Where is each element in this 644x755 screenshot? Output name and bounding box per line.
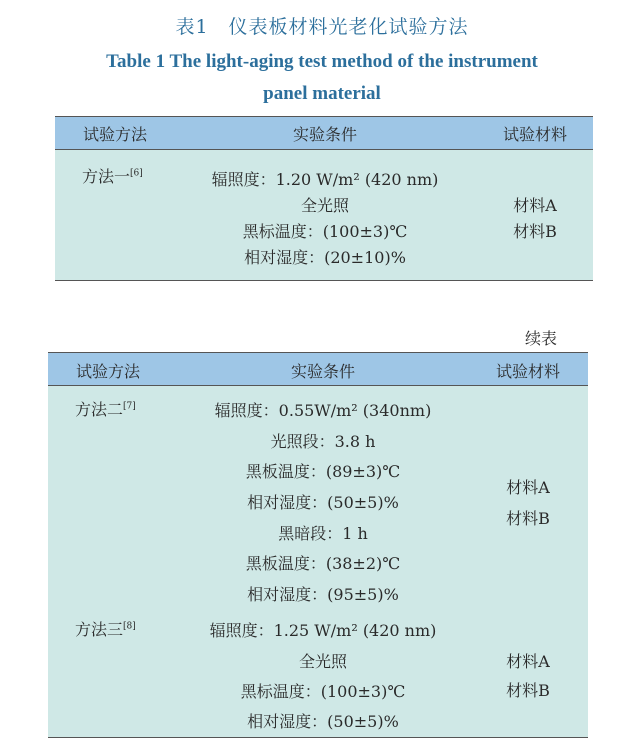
material-item: 材料B (513, 222, 557, 241)
material-item: 材料A (506, 478, 550, 497)
table-header (48, 352, 588, 386)
table-caption-cn: 表1 仪表板材料光老化试验方法 (175, 16, 469, 38)
method-label (75, 617, 136, 640)
condition-line: 相对湿度：(95±5)% (247, 585, 399, 604)
condition-line: 黑暗段：1 h (278, 524, 368, 543)
method-label (82, 164, 143, 187)
condition-line: 全光照 (300, 196, 349, 215)
condition-line: 辐照度：0.55W/m² (340nm) (214, 401, 432, 420)
table-bottom-rule (55, 280, 593, 281)
table-1-continued (48, 352, 588, 738)
method-reference: [8] (123, 621, 136, 632)
header-conditions: 实验条件 (292, 125, 357, 144)
condition-line: 辐照度：1.25 W/m² (420 nm) (209, 621, 437, 640)
material-item: 材料A (506, 652, 550, 671)
condition-line: 相对湿度：(50±5)% (247, 493, 399, 512)
condition-line: 黑板温度：(89±3)℃ (245, 462, 401, 481)
header-material: 试验材料 (502, 125, 567, 144)
material-item: 材料A (513, 196, 557, 215)
condition-line: 全光照 (298, 652, 347, 671)
caption-en-line2: panel material (263, 83, 381, 104)
table-1 (55, 116, 593, 281)
condition-line: 辐照度：1.20 W/m² (420 nm) (211, 170, 439, 189)
condition-line: 黑标温度：(100±3)℃ (242, 222, 408, 241)
table-caption-en (40, 46, 604, 110)
table-bottom-rule (48, 737, 588, 738)
header-method: 试验方法 (82, 125, 147, 144)
condition-line: 相对湿度：(50±5)% (247, 712, 399, 731)
header-method: 试验方法 (75, 362, 140, 381)
table-header (55, 116, 593, 150)
condition-line: 黑板温度：(38±2)℃ (245, 554, 401, 573)
method-reference: [7] (123, 401, 136, 412)
header-conditions: 实验条件 (290, 362, 355, 381)
header-material: 试验材料 (495, 362, 560, 381)
condition-line: 光照段：3.8 h (270, 432, 376, 451)
condition-line: 黑标温度：(100±3)℃ (240, 682, 406, 701)
method-name: 方法三 (75, 620, 124, 639)
method-reference: [6] (130, 168, 143, 179)
continued-label: 续表 (525, 329, 558, 348)
caption-en-line1: Table 1 The light-aging test method of the instrument (106, 51, 538, 72)
material-item: 材料B (506, 681, 550, 700)
method-name: 方法一 (82, 167, 131, 186)
method-label (75, 397, 136, 420)
condition-line: 相对湿度：(20±10)% (244, 248, 406, 267)
material-item: 材料B (506, 509, 550, 528)
method-name: 方法二 (75, 400, 124, 419)
